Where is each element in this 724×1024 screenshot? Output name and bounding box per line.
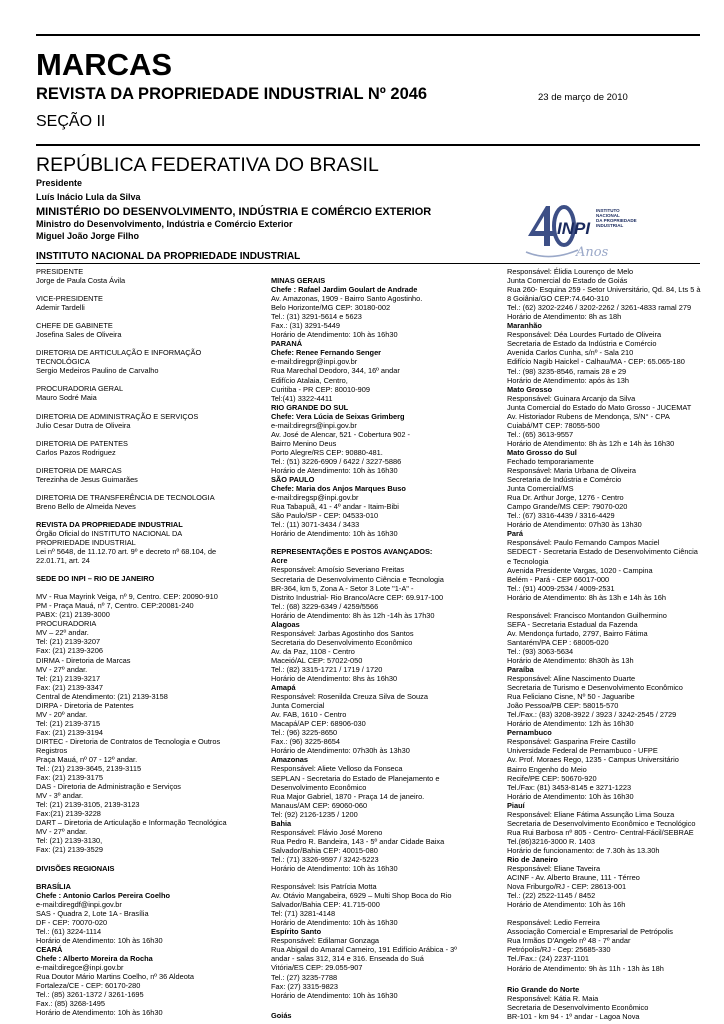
text-line: DIRETORIA DE ADMINISTRAÇÃO E SERVIÇOS (36, 411, 199, 421)
section-heading: RIO GRANDE DO SUL (271, 402, 349, 412)
text-line: Sergio Medeiros Paulino de Carvalho (36, 366, 159, 376)
text-line: DIRETORIA DE TRANSFERÊNCIA DE TECNOLOGIA (36, 492, 215, 502)
spacer (271, 538, 497, 547)
text-line: Universidade Federal de Pernambuco - UFPE (507, 746, 658, 756)
text-line: MV - 20º andar. (36, 709, 88, 719)
text-line: Responsável: Paulo Fernando Campos Maciel (507, 538, 660, 548)
text-line: Secretaria de Desenvolvimento Ciência e Tecnologia (271, 574, 444, 584)
text-line: Tel./Fax.: (83) 3208-3922 / 3923 / 3242-2545 / 2729 (507, 710, 677, 720)
text-line: Breno Bello de Almeida Neves (36, 501, 136, 511)
text-line: Rua Doutor Mário Martins Coelho, nº 36 Aldeota (36, 972, 194, 982)
text-line: Av. Amazonas, 1909 - Bairro Santo Agostinho. (271, 294, 423, 304)
text-line: Horário de Atendimento: 10h às 16h30 (36, 1008, 163, 1018)
section-heading: Paraíba (507, 665, 534, 675)
section-heading: Amapá (271, 683, 296, 693)
text-line: Horário de Atendimento: 8h as 18h (507, 312, 622, 322)
text-line: Horário de Atendimento: 8h às 12h -14h às 17h30 (271, 610, 435, 620)
column-left (36, 267, 254, 1017)
text-line: Tel.: (11) 3071-3434 / 3433 (271, 520, 360, 530)
text-line: MV - Rua Mayrink Veiga, nº 9, Centro. CEP: 20090-910 (36, 592, 218, 602)
text-line: Responsável: Flávio José Moreno (271, 827, 383, 837)
text-line: DIRMA - Diretoria de Marcas (36, 655, 131, 665)
spacer (36, 583, 254, 592)
text-line: Av. FAB, 1610 - Centro (271, 710, 347, 720)
text-line: SEFA - Secretaria Estadual da Fazenda (507, 619, 638, 629)
text-line: Fax: (27) 3315-9823 (271, 981, 338, 991)
text-line: Fax:(21) 2139-3228 (36, 809, 101, 819)
logo-mark: INPI (557, 219, 591, 238)
text-line: Rua Marechal Deodoro, 344, 16º andar (271, 366, 400, 376)
text-line: Horário de Atendimento: após às 13h (507, 375, 630, 385)
text-line: MV - 3º andar. (36, 791, 84, 801)
text-line: PROCURADORIA GERAL (36, 384, 124, 394)
text-line: Bairro Menino Deus (271, 438, 337, 448)
text-line: Registros (36, 745, 68, 755)
section-heading: Rio Grande do Norte (507, 985, 580, 994)
text-line: Mauro Sodré Maia (36, 393, 97, 403)
text-line: MV – 22º andar. (36, 628, 89, 638)
text-line: ACINF - Av. Alberto Braune, 111 - Térreo (507, 873, 640, 883)
logo-line4: INDUSTRIAL (596, 223, 624, 228)
footer-goias: Goiás (271, 1011, 292, 1020)
spacer (36, 430, 254, 439)
text-line: Josefina Sales de Oliveira (36, 330, 122, 340)
text-line: Responsável: Élidia Lourenço de Melo (507, 267, 634, 276)
text-line: Responsável: Aliete Velloso da Fonseca (271, 764, 403, 774)
text-line: Edifício Nagib Haickel - Calhau/MA - CEP: 65.065-180 (507, 357, 685, 367)
text-line: Av. Mendonça furtado, 2797, Bairro Fátima (507, 628, 648, 638)
section-heading: Mato Grosso do Sul (507, 447, 577, 457)
text-line: Ademir Tardelli (36, 303, 85, 313)
text-line: Horário de Atendimento: 07h30h às 13h30 (271, 746, 410, 756)
text-line: Responsável: Francisco Montandon Guilhermino (507, 610, 667, 620)
ministro-label: Ministro do Desenvolvimento, Indústria e Comércio Exterior (36, 219, 293, 229)
text-line: DART – Diretoria de Articulação e Informação Tecnológica (36, 818, 227, 828)
text-line: Cuiabá/MT CEP: 78055-500 (507, 420, 600, 430)
text-line: Horário de funcionamento: de 7.30h às 13.30h (507, 845, 660, 855)
text-line: João Pessoa/PB CEP: 58015-570 (507, 701, 619, 711)
text-line: Horário de Atendimento: 10h às 16h30 (36, 935, 163, 945)
text-line: Responsável: Edilamar Gonzaga (271, 936, 380, 946)
text-line: Tel.: (61) 3224-1114 (36, 926, 102, 936)
text-line: Fax: (21) 2139-3206 (36, 646, 103, 656)
text-line: e-mail:diregdf@inpi.gov.br (36, 899, 122, 909)
text-line: Junta Comercial/MS (507, 484, 574, 494)
presidente-name: Luís Inácio Lula da Silva (36, 192, 141, 202)
section-heading: PARANÁ (271, 339, 303, 349)
spacer (271, 873, 497, 882)
text-line: DF - CEP: 70070-020 (36, 917, 108, 927)
text-line: Rua Dr. Arthur Jorge, 1276 - Centro (507, 493, 624, 503)
text-line: Avenida Carlos Cunha, s/nº - Sala 210 (507, 348, 634, 358)
text-line: Santarém/PA CEP : 68005-020 (507, 637, 609, 647)
text-line: Rua Pedro R. Bandeira, 143 - 5º andar Cidade Baixa (271, 836, 445, 846)
text-line: Tel.: (93) 3063-5634 (507, 646, 574, 656)
ministerio-title: MINISTÉRIO DO DESENVOLVIMENTO, INDÚSTRIA E COMÉRCIO EXTERIOR (36, 206, 432, 218)
section-heading: BRASÍLIA (36, 881, 71, 891)
text-line: Responsável: Guinara Arcanjo da Silva (507, 393, 636, 403)
text-line: Tel: (71) 3281-4148 (271, 909, 336, 919)
section-heading: REVISTA DA PROPRIEDADE INDUSTRIAL (36, 519, 183, 529)
text-line: DIRETORIA DE PATENTES (36, 438, 128, 448)
text-line: Responsável: Eliane Fátima Assunção Lima Souza (507, 809, 675, 819)
text-line: Responsável: Rosenilda Creuza Silva de Souza (271, 692, 428, 702)
text-line: Tel.: (71) 3326-9597 / 3242-5223 (271, 854, 379, 864)
section-heading: Chefe: Vera Lúcia de Seixas Grimberg (271, 411, 405, 421)
spacer (36, 375, 254, 384)
text-line: Vitória/ES CEP: 29.055-907 (271, 963, 363, 973)
text-line: Horário de Atendimento: 8h30h às 13h (507, 655, 634, 665)
text-line: Tel.: (96) 3225-8650 (271, 728, 338, 738)
text-line: Tel: (21) 2139-3130, (36, 836, 103, 846)
text-line: Associação Comercial e Empresarial de Petrópolis (507, 927, 673, 937)
logo-anos: Anos (576, 245, 609, 260)
spacer (36, 403, 254, 412)
text-line: Desenvolvimento Econômico (271, 782, 367, 792)
text-line: MV - 27º andar. (36, 827, 88, 837)
text-line: Terezinha de Jesus Guimarães (36, 474, 138, 484)
text-line: Tel: (21) 2139-3207 (36, 637, 101, 647)
text-line: Av. Otávio Mangabeira, 6929 – Multi Shop Boca do Rio (271, 891, 452, 901)
text-line: Responsável: Aline Nascimento Duarte (507, 674, 636, 684)
text-line: 22.01.71, art. 24 (36, 556, 90, 566)
text-line: Responsável: Jarbas Agostinho dos Santos (271, 628, 414, 638)
text-line: TECNOLÓGICA (36, 357, 90, 367)
text-line: 8 Goiânia/GO CEP:74.640-310 (507, 294, 609, 304)
text-line: Manaus/AM CEP: 69060-060 (271, 800, 368, 810)
text-line: Horário de Atendimento: 10h às 16h30 (271, 864, 398, 873)
text-line: Fechado temporariamente (507, 456, 594, 466)
text-line: Lei nº 5648, de 11.12.70 art. 9º e decreto nº 68.104, de (36, 547, 217, 557)
column-middle-footer (271, 1011, 371, 1020)
section-heading: Chefe: Maria dos Anjos Marques Buso (271, 484, 406, 494)
text-line: e-mail:diregsp@inpi.gov.br (271, 493, 359, 503)
text-line: Av. José de Alencar, 521 - Cobertura 902 - (271, 429, 410, 439)
secao-title: SEÇÃO II (36, 113, 106, 130)
column-right (507, 267, 703, 973)
text-line: Rua Rui Barbosa nº 805 - Centro- Central-Fácil/SEBRAE (507, 827, 694, 837)
text-line: Fax: (21) 2139-3194 (36, 727, 103, 737)
text-line: Rua Major Gabriel, 1870 - Praça 14 de janeiro. (271, 791, 425, 801)
text-line: e Tecnologia (507, 556, 549, 566)
text-line: Secretaria de Indústria e Comércio (507, 475, 622, 485)
text-line: Curitiba - PR CEP: 80010-909 (271, 384, 371, 394)
section-heading: Alagoas (271, 619, 300, 629)
text-line: BR-101 - km 94 - 1º andar - Lagoa Nova (507, 1012, 640, 1022)
text-line: CHEFE DE GABINETE (36, 321, 113, 331)
text-line: Tel:(41) 3322-4411 (271, 393, 333, 403)
text-line: Rua Tabapuã, 41 - 4º andar - Itaim-Bibi (271, 502, 399, 512)
text-line: Responsável: Kátia R. Maia (507, 994, 599, 1004)
text-line: Responsável: Déa Lourdes Furtado de Oliveira (507, 330, 662, 340)
text-line: PM - Praça Mauá, nº 7, Centro. CEP:20081-240 (36, 601, 194, 611)
section-heading: DIVISÕES REGIONAIS (36, 863, 115, 873)
text-line: andar - salas 312, 314 e 316. Enseada do Suá (271, 954, 424, 964)
text-line: Rua 260- Esquina 259 - Setor Universitário, Qd. 84, Lts 5 à (507, 285, 701, 295)
text-line: Av. Historiador Rubens de Mendonça, S/N° - CPA (507, 411, 670, 421)
text-line: Distrito Industrial- Rio Branco/Acre CEP: 69.917-100 (271, 592, 444, 602)
spacer (36, 457, 254, 466)
text-line: Responsável: Isis Patrícia Motta (271, 882, 377, 892)
section-heading: Mato Grosso (507, 384, 553, 394)
text-line: Secretaria do Desenvolvimento Econômico (271, 637, 413, 647)
text-line: Belo Horizonte/MG CEP: 30180-002 (271, 303, 391, 313)
text-line: Macapá/AP CEP: 68906-030 (271, 719, 366, 729)
text-line: Tel.: (62) 3202-2246 / 3202-2262 / 3261-4833 ramal 279 (507, 303, 692, 313)
section-heading: Bahia (271, 818, 292, 828)
text-line: Maceió/AL CEP: 57022-050 (271, 655, 363, 665)
text-line: Horário de Atendimento: 10h às 16h30 (271, 990, 398, 1000)
text-line: DIRETORIA DE MARCAS (36, 465, 122, 475)
text-line: DAS - Diretoria de Administração e Serviços (36, 782, 181, 792)
text-line: Bairro Engenho do Meio (507, 764, 587, 774)
ministro-name: Miguel João Jorge Filho (36, 231, 140, 241)
column-middle (271, 276, 497, 1000)
section-heading: Pará (507, 529, 524, 539)
section-heading: Amazonas (271, 755, 308, 765)
text-line: Horário de Atendimento: 10h às 16h30 (271, 529, 398, 539)
text-line: SEPLAN - Secretaria do Estado de Planejamento e (271, 773, 440, 783)
text-line: Tel.: (98) 3235-8546, ramais 28 e 29 (507, 366, 627, 376)
text-line: VICE-PRESIDENTE (36, 294, 103, 304)
body-rule (36, 263, 700, 264)
spacer (36, 855, 254, 864)
text-line: Nova Friburgo/RJ - CEP: 28613-001 (507, 882, 627, 892)
text-line: Belém - Pará - CEP 66017-000 (507, 574, 610, 584)
text-line: e-mail:diregrs@inpi.gov.br (271, 420, 357, 430)
text-line: Jorge de Paula Costa Ávila (36, 276, 126, 286)
text-line: SEDECT - Secretaria Estado de Desenvolvimento Ciência (507, 547, 698, 557)
text-line: Salvador/Bahia CEP: 40015-080 (271, 845, 378, 855)
text-line: Secretaria de Turismo e Desenvolvimento Econômico (507, 683, 683, 693)
section-heading: Chefe : Rafael Jardim Goulart de Andrade (271, 285, 418, 295)
text-line: Carlos Pazos Rodriguez (36, 447, 116, 457)
instituto-title: INSTITUTO NACIONAL DA PROPRIEDADE INDUSTRIAL (36, 251, 301, 262)
text-line: Responsável: Ledio Ferreira (507, 918, 600, 928)
text-line: Porto Alegre/RS CEP: 90880-481. (271, 447, 383, 457)
text-line: Secretaria de Desenvolvimento Econômico e Tecnológico (507, 818, 696, 828)
inpi-40-anos-logo-icon (520, 200, 640, 266)
text-line: Praça Mauá, nº 07 - 12º andar. (36, 755, 138, 765)
text-line: Tel.(86)3216-3000 R. 1403 (507, 836, 595, 846)
text-line: DIRPA - Diretoria de Patentes (36, 700, 134, 710)
spacer (36, 565, 254, 574)
logo-line2: NACIONAL (596, 213, 620, 218)
text-line: Rua Irmãos D'Angelo nº 48 - 7º andar (507, 936, 631, 946)
logo-line1: INSTITUTO (596, 208, 620, 213)
text-line: Campo Grande/MS CEP: 79070-020 (507, 502, 628, 512)
section-heading: CEARÁ (36, 944, 63, 954)
text-line: Secretaria de Desenvolvimento Econômico (507, 1003, 649, 1013)
text-line: Fax.: (31) 3291-5449 (271, 321, 341, 331)
text-line: Fax: (21) 2139-3347 (36, 682, 103, 692)
text-line: Fax.: (96) 3225-8654 (271, 737, 341, 747)
section-heading: Chefe : Antonio Carlos Pereira Coelho (36, 890, 171, 900)
text-line: Horário de Atendimento: 10h às 16h30 (271, 330, 398, 340)
revista-title: REVISTA DA PROPRIEDADE INDUSTRIAL Nº 2046 (36, 85, 428, 103)
text-line: Horário de Atendimento: 8hs às 16h30 (271, 674, 398, 684)
text-line: Junta Comercial (271, 701, 325, 711)
text-line: Horário de Atendimento: 8h às 13h e 14h às 16h (507, 592, 667, 602)
text-line: Tel.: (27) 3235-7788 (271, 972, 338, 982)
text-line: DIRETORIA DE ARTICULAÇÃO E INFORMAÇÃO (36, 348, 202, 358)
text-line: Horário de Atendimento: 12h às 16h30 (507, 719, 634, 729)
text-line: Responsável: Gasparina Freire Castillo (507, 737, 636, 747)
spacer (36, 873, 254, 882)
section-heading: SEDE DO INPI – RIO DE JANEIRO (36, 574, 155, 584)
text-line: Salvador/Bahia CEP: 41.715-000 (271, 900, 380, 910)
text-line: Tel.: (65) 3613-9557 (507, 429, 574, 439)
text-line: Horário de Atendimento: 9h às 11h - 13h às 18h (507, 963, 664, 973)
text-line: Tel.: (85) 3261-1372 / 3261-1695 (36, 990, 144, 1000)
text-line: Rua Feliciano Cisne, Nº 50 - Jaguaribe (507, 692, 635, 702)
republic-title: REPÚBLICA FEDERATIVA DO BRASIL (36, 154, 379, 176)
presidente-label: Presidente (36, 178, 83, 188)
text-line: Responsável: Maria Urbana de Oliveira (507, 466, 636, 476)
text-line: Julio Cesar Dutra de Oliveira (36, 420, 131, 430)
text-line: Horário de Atendimento: 10h às 16h30 (271, 465, 398, 475)
text-line: Tel.: (68) 3229-6349 / 4259/5566 (271, 601, 379, 611)
section-heading: SÃO PAULO (271, 475, 315, 485)
spacer (36, 312, 254, 321)
spacer (36, 511, 254, 520)
text-line: Horário de Atendimento: 10h às 16h30 (507, 791, 634, 801)
top-rule (36, 34, 700, 36)
text-line: Tel.: (21) 2139-3645, 2139-3115 (36, 764, 142, 774)
issue-date: 23 de março de 2010 (538, 92, 628, 103)
text-line: Fax.: (85) 3268-1495 (36, 999, 106, 1009)
text-line: Fax: (21) 2139-3175 (36, 773, 103, 783)
text-line: Tel.: (22) 2522-1145 / 8452 (507, 891, 596, 901)
text-line: Horário de Atendimento: 07h30 às 13h30 (507, 520, 642, 530)
text-line: Tel.: (31) 3291-5614 e 5623 (271, 312, 362, 322)
text-line: Junta Comercial do Estado do Mato Grosso - JUCEMAT (507, 402, 692, 412)
section-heading: REPRESENTAÇÕES E POSTOS AVANÇADOS: (271, 547, 433, 557)
text-line: Avenida Presidente Vargas, 1020 - Campina (507, 565, 653, 575)
section-heading: Pernambuco (507, 728, 552, 738)
text-line: MV - 27º andar. (36, 664, 88, 674)
text-line: Central de Atendimento: (21) 2139-3158 (36, 691, 168, 701)
text-line: São Paulo/SP - CEP: 04533-010 (271, 511, 379, 521)
header-rule (36, 144, 700, 146)
text-line: Horário de Atendimento: 10h às 16h30 (271, 918, 398, 928)
section-heading: Chefe : Alberto Moreira da Rocha (36, 953, 153, 963)
text-line: PRESIDENTE (36, 267, 84, 276)
text-line: Responsável: Amoísio Severiano Freitas (271, 565, 405, 575)
section-heading: Piauí (507, 800, 525, 810)
section-heading: Rio de Janeiro (507, 855, 558, 864)
text-line: Tel.: (91) 4009-2534 / 4009-2531 (507, 583, 615, 593)
text-line: Tel.: (82) 3315-1721 / 1719 / 1720 (271, 664, 383, 674)
section-heading: Acre (271, 556, 288, 566)
text-line: Av. Prof. Moraes Rego, 1235 - Campus Universitário (507, 755, 679, 765)
spacer (36, 285, 254, 294)
text-line: BR-364, km 5, Zona A - Setor 3 Lote "1-A" - (271, 583, 414, 593)
text-line: Tel.: (67) 3316-4439 / 3316-4429 (507, 511, 615, 521)
text-line: Órgão Oficial do INSTITUTO NACIONAL DA (36, 528, 183, 538)
text-line: Tel: (21) 2139-3715 (36, 718, 101, 728)
text-line: SAS - Quadra 2, Lote 1A - Brasília (36, 908, 149, 918)
text-line: Tel./Fax: (81) 3453-8145 e 3271-1223 (507, 782, 632, 792)
text-line: PABX: (21) 2139-3000 (36, 610, 110, 620)
text-line: DIRTEC - Diretoria de Contratos de Tecnologia e Outros (36, 736, 221, 746)
text-line: Av. da Paz, 1108 - Centro (271, 646, 355, 656)
text-line: PROCURADORIA (36, 619, 97, 629)
text-line: Responsável: Eliane Taveira (507, 864, 601, 874)
marcas-title: MARCAS (36, 47, 173, 82)
text-line: Fortaleza/CE - CEP: 60170-280 (36, 981, 141, 991)
text-line: PROPRIEDADE INDUSTRIAL (36, 537, 136, 547)
inpi-logo (520, 200, 640, 266)
text-line: Secretaria de Estado da Indústria e Comércio (507, 339, 657, 349)
text-line: Tel: (21) 2139-3105, 2139-3123 (36, 800, 140, 810)
text-line: Rua Abigail do Amaral Carneiro, 191 Edifício Arábica - 3º (271, 945, 457, 955)
column-right-footer (507, 985, 703, 1021)
section-heading: Maranhão (507, 321, 542, 331)
text-line: Tel: (21) 2139-3217 (36, 673, 101, 683)
text-line: Recife/PE CEP: 50670-920 (507, 773, 597, 783)
text-line: Tel./Fax.: (24) 2237-1101 (507, 954, 590, 964)
text-line: Horário de Atendimento: 8h às 12h e 14h às 16h30 (507, 438, 675, 448)
section-heading: Espírito Santo (271, 927, 322, 937)
text-line: e-mail:diregce@inpi.gov.br (36, 963, 124, 972)
logo-line3: DA PROPRIEDADE (596, 218, 637, 223)
section-heading: Chefe: Renee Fernando Senger (271, 348, 382, 358)
text-line: Fax: (21) 2139-3529 (36, 845, 103, 855)
spacer (36, 484, 254, 493)
text-line: Petrópolis/RJ - Cep: 25685-330 (507, 945, 611, 955)
text-line: e-mail:diregpr@inpi.gov.br (271, 357, 358, 367)
text-line: Tel.: (51) 3226-6909 / 6422 / 3227-5886 (271, 456, 402, 466)
text-line: Edifício Atalaia, Centro, (271, 375, 348, 385)
text-line: Horário de Atendimento: 10h às 16h (507, 900, 626, 910)
text-line: Tel: (92) 2126-1235 / 1200 (271, 809, 358, 819)
section-heading: MINAS GERAIS (271, 276, 326, 285)
text-line: Junta Comercial do Estado de Goiás (507, 276, 628, 286)
spacer (507, 909, 703, 918)
spacer (36, 339, 254, 348)
spacer (507, 602, 703, 611)
